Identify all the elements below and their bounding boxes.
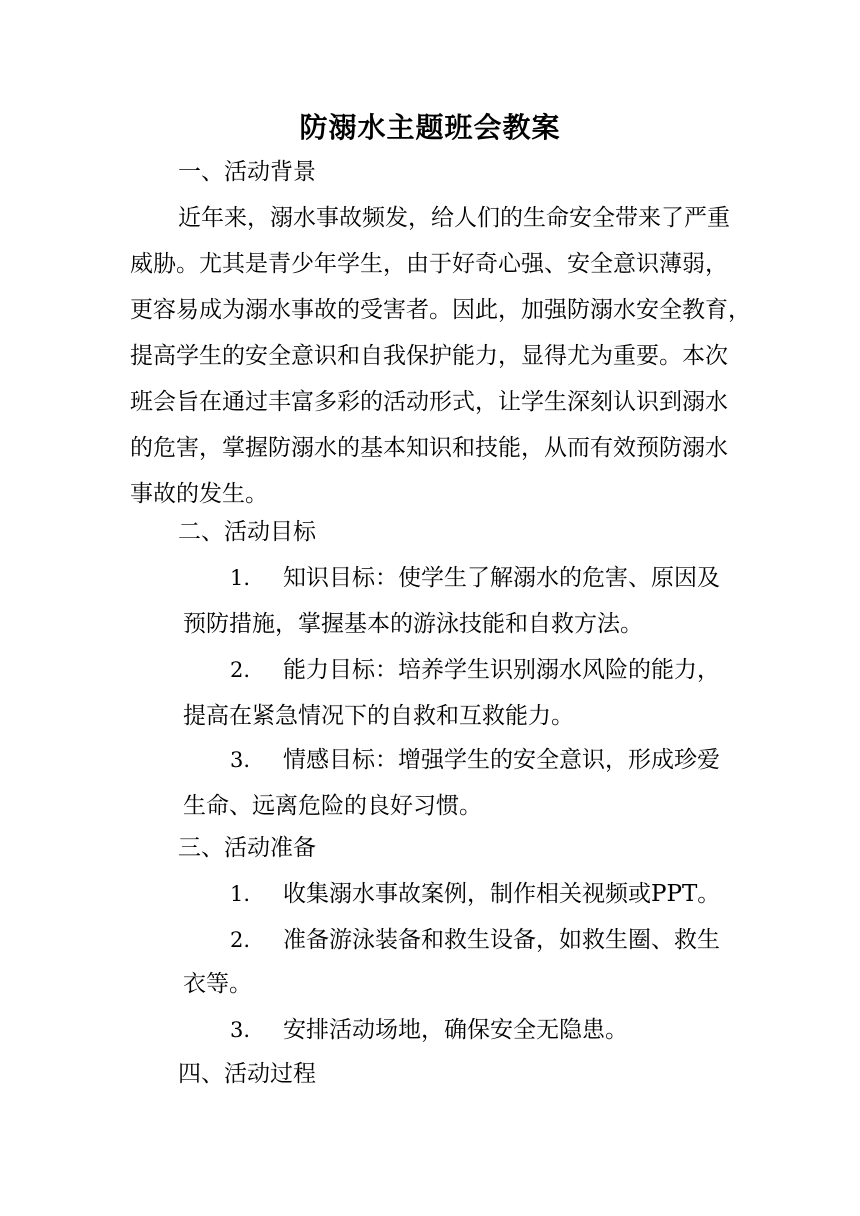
paragraph-line: 更容易成为溺水事故的受害者。因此，加强防溺水安全教育，	[130, 297, 751, 323]
paragraph-line: 提高学生的安全意识和自我保护能力，显得尤为重要。本次	[130, 343, 728, 369]
list-item-number: 3.	[230, 1018, 251, 1042]
section-heading: 三、活动准备	[178, 835, 316, 861]
section-heading: 二、活动目标	[178, 519, 316, 545]
section-heading: 四、活动过程	[178, 1061, 316, 1087]
list-item-text: 衣等。	[183, 971, 252, 997]
list-item-number: 2.	[230, 658, 251, 682]
list-item-text: 安排活动场地，确保安全无隐患。	[283, 1017, 628, 1043]
document-title: 防溺水主题班会教案	[299, 111, 561, 144]
list-item-number: 2.	[230, 928, 251, 952]
list-item-text: 生命、远离危险的良好习惯。	[183, 793, 482, 819]
list-item-text: 能力目标：培养学生识别溺水风险的能力，	[283, 657, 720, 683]
section-heading: 一、活动背景	[178, 159, 316, 185]
list-item-text: 知识目标：使学生了解溺水的危害、原因及	[283, 565, 720, 591]
paragraph-line: 事故的发生。	[130, 481, 268, 507]
list-item-number: 1.	[230, 882, 251, 906]
list-item-number: 1.	[230, 566, 251, 590]
list-item-text: 收集溺水事故案例，制作相关视频或PPT。	[283, 881, 721, 907]
paragraph-line: 威胁。尤其是青少年学生，由于好奇心强、安全意识薄弱，	[130, 251, 728, 277]
list-item-text: 提高在紧急情况下的自救和互救能力。	[183, 703, 574, 729]
paragraph-line: 近年来，溺水事故频发，给人们的生命安全带来了严重	[178, 205, 730, 231]
list-item-text: 情感目标：增强学生的安全意识，形成珍爱	[283, 747, 720, 773]
paragraph-line: 的危害，掌握防溺水的基本知识和技能，从而有效预防溺水	[130, 435, 728, 461]
list-item-text: 准备游泳装备和救生设备，如救生圈、救生	[283, 927, 720, 953]
list-item-number: 3.	[230, 748, 251, 772]
paragraph-line: 班会旨在通过丰富多彩的活动形式，让学生深刻认识到溺水	[130, 389, 728, 415]
list-item-text: 预防措施，掌握基本的游泳技能和自救方法。	[183, 611, 643, 637]
